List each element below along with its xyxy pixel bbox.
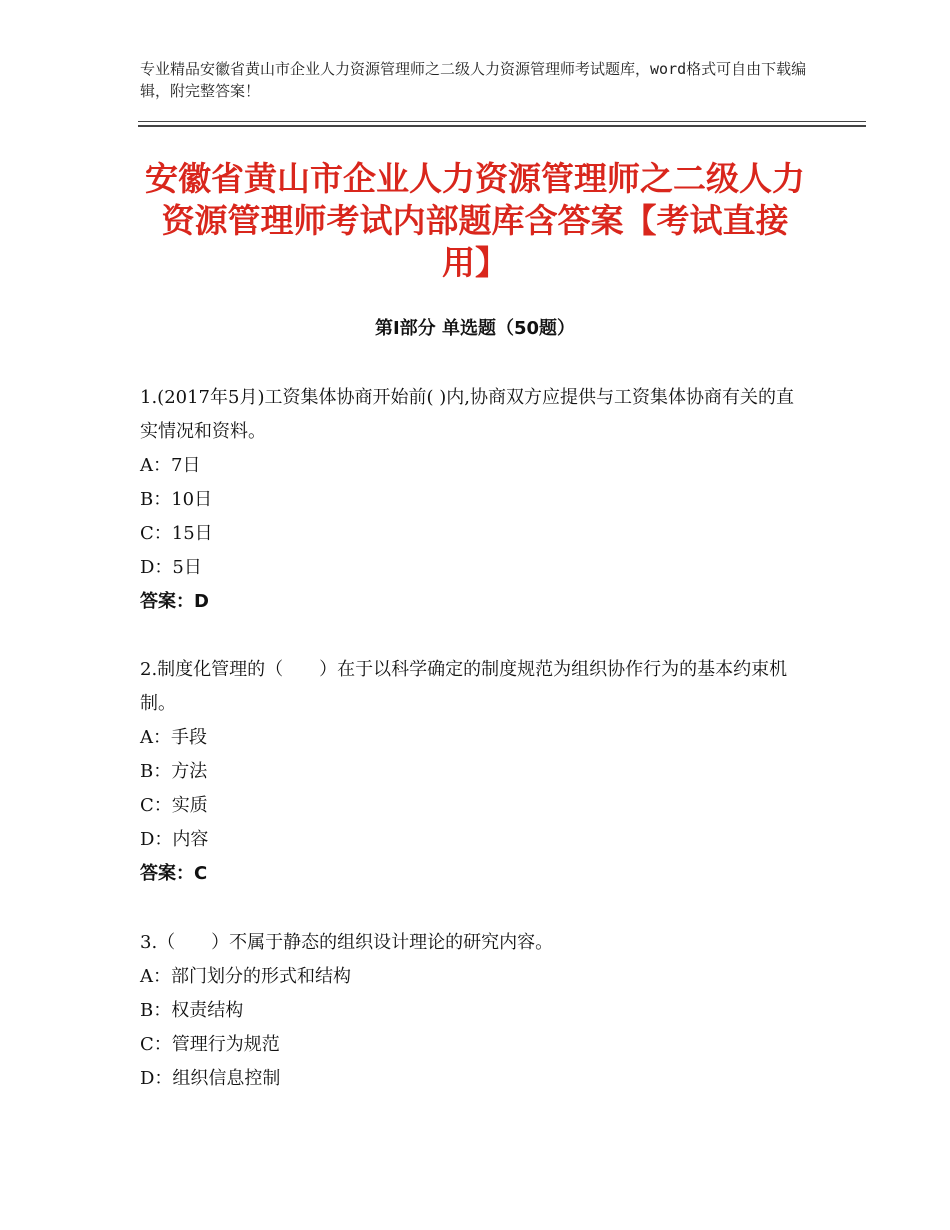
question-1 xyxy=(140,381,810,619)
question-3 xyxy=(140,926,810,1096)
question-2 xyxy=(140,653,810,891)
header-divider-thin xyxy=(138,121,866,122)
question-stem: 2.制度化管理的（ ）在于以科学确定的制度规范为组织协作行为的基本约束机制。 xyxy=(140,659,788,714)
option-a: A：手段 xyxy=(140,727,207,748)
option-d: D：组织信息控制 xyxy=(140,1068,281,1089)
option-a: A：部门划分的形式和结构 xyxy=(140,966,351,987)
option-d: D：5日 xyxy=(140,557,202,578)
option-c: C：实质 xyxy=(140,795,208,816)
question-stem: 1.(2017年5月)工资集体协商开始前( )内,协商双方应提供与工资集体协商有关的直实情况和资料。 xyxy=(140,387,794,442)
document-title: 安徽省黄山市企业人力资源管理师之二级人力资源管理师考试内部题库含答案【考试直接用】 xyxy=(145,159,805,282)
header-divider-thick xyxy=(138,125,866,127)
option-c: C：15日 xyxy=(140,523,213,544)
section-heading: 第Ⅰ部分 单选题（50题） xyxy=(374,318,575,339)
option-b: B：10日 xyxy=(140,489,213,510)
option-a: A：7日 xyxy=(140,455,201,476)
question-stem: 3.（ ）不属于静态的组织设计理论的研究内容。 xyxy=(140,932,554,953)
option-d: D：内容 xyxy=(140,829,209,850)
option-b: B：权责结构 xyxy=(140,1000,244,1021)
header-note: 专业精品安徽省黄山市企业人力资源管理师之二级人力资源管理师考试题库，word格式可自由下载编辑，附完整答案！ xyxy=(140,60,807,100)
option-c: C：管理行为规范 xyxy=(140,1034,280,1055)
answer: 答案：D xyxy=(140,591,209,612)
option-b: B：方法 xyxy=(140,761,208,782)
answer: 答案：C xyxy=(140,863,208,884)
